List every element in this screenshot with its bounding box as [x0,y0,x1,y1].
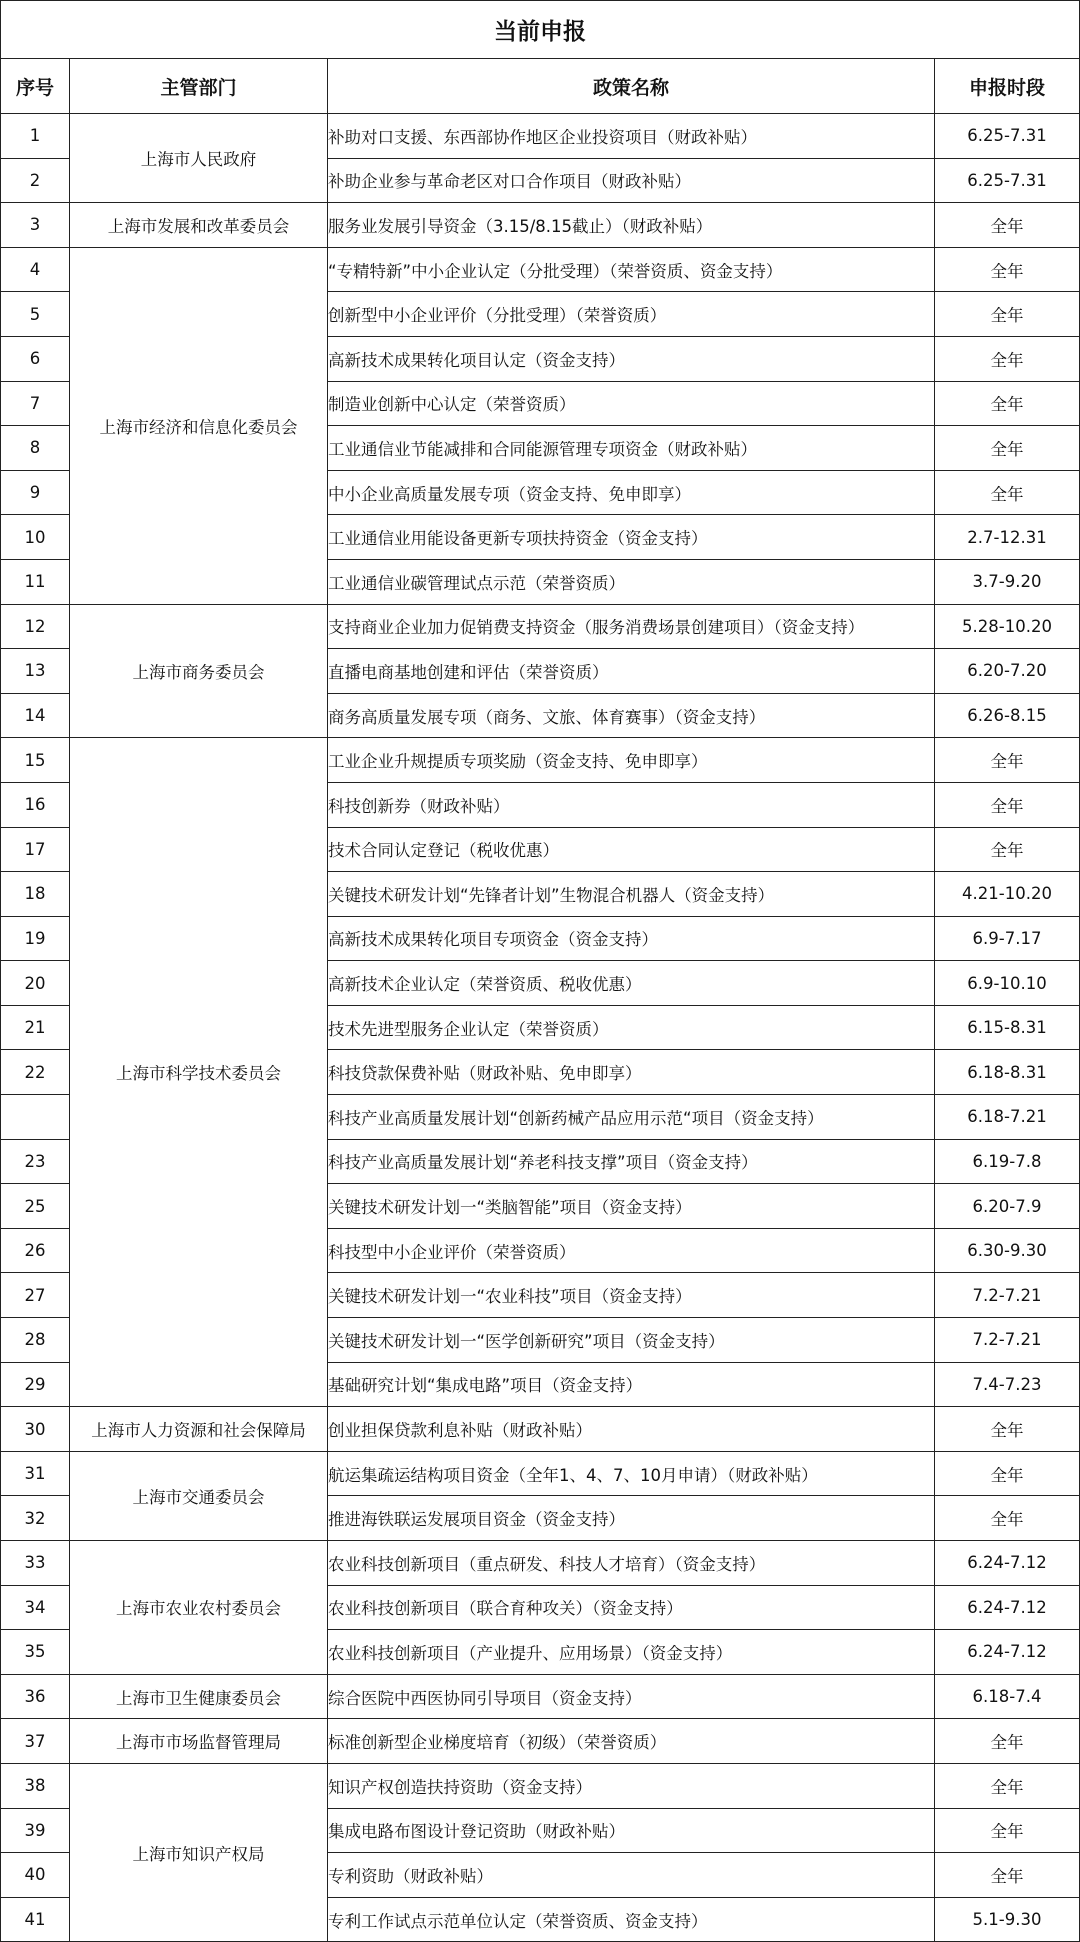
policy-name: 关键技术研发计划一“类脑智能”项目（资金支持） [328,1184,935,1229]
policy-name: 创新型中小企业评价（分批受理）（荣誉资质） [328,292,935,337]
row-number: 29 [1,1362,70,1407]
policy-name: 高新技术成果转化项目认定（资金支持） [328,336,935,381]
application-period: 全年 [935,1853,1080,1898]
policy-name: 科技创新券（财政补贴） [328,782,935,827]
application-period: 6.30-9.30 [935,1228,1080,1273]
application-period: 6.25-7.31 [935,158,1080,203]
table-row [1,1541,1080,1586]
application-period: 全年 [935,203,1080,248]
row-number: 40 [1,1853,70,1898]
department-name: 上海市经济和信息化委员会 [70,247,328,604]
policy-name: 农业科技创新项目（联合育种攻关）（资金支持） [328,1585,935,1630]
application-period: 6.26-8.15 [935,693,1080,738]
policy-name: 工业企业升规提质专项奖励（资金支持、免申即享） [328,738,935,783]
policy-name: “专精特新”中小企业认定（分批受理）（荣誉资质、资金支持） [328,247,935,292]
application-period: 全年 [935,1808,1080,1853]
row-number: 31 [1,1451,70,1496]
application-period: 3.7-9.20 [935,559,1080,604]
department-name: 上海市科学技术委员会 [70,738,328,1407]
row-number: 13 [1,649,70,694]
application-period: 6.19-7.8 [935,1139,1080,1184]
application-period: 全年 [935,827,1080,872]
application-period: 6.24-7.12 [935,1541,1080,1586]
row-number: 21 [1,1005,70,1050]
policy-name: 补助对口支援、东西部协作地区企业投资项目（财政补贴） [328,114,935,159]
department-name: 上海市发展和改革委员会 [70,203,328,248]
policy-name: 高新技术企业认定（荣誉资质、税收优惠） [328,961,935,1006]
application-period: 5.28-10.20 [935,604,1080,649]
table-row [1,1719,1080,1764]
row-number: 35 [1,1630,70,1675]
policy-name: 专利工作试点示范单位认定（荣誉资质、资金支持） [328,1897,935,1942]
department-name: 上海市人民政府 [70,114,328,203]
policy-name: 创业担保贷款利息补贴（财政补贴） [328,1407,935,1452]
table-row [1,247,1080,292]
header-no: 序号 [1,59,70,114]
policy-name: 工业通信业节能减排和合同能源管理专项资金（财政补贴） [328,426,935,471]
table-row [1,1451,1080,1496]
application-period: 7.2-7.21 [935,1273,1080,1318]
policy-name: 关键技术研发计划一“医学创新研究”项目（资金支持） [328,1318,935,1363]
policy-name: 关键技术研发计划一“农业科技”项目（资金支持） [328,1273,935,1318]
policy-name: 科技产业高质量发展计划“养老科技支撑”项目（资金支持） [328,1139,935,1184]
row-number: 4 [1,247,70,292]
table-body [1,114,1080,1942]
policy-name: 推进海铁联运发展项目资金（资金支持） [328,1496,935,1541]
policy-name: 标准创新型企业梯度培育（初级）（荣誉资质） [328,1719,935,1764]
policy-name: 工业通信业碳管理试点示范（荣誉资质） [328,559,935,604]
row-number: 7 [1,381,70,426]
row-number: 1 [1,114,70,159]
table-row [1,1407,1080,1452]
policy-name: 科技产业高质量发展计划“创新药械产品应用示范“项目（资金支持） [328,1095,935,1140]
policy-name: 制造业创新中心认定（荣誉资质） [328,381,935,426]
department-name: 上海市农业农村委员会 [70,1541,328,1675]
application-period: 全年 [935,1407,1080,1452]
application-period: 全年 [935,381,1080,426]
department-name: 上海市卫生健康委员会 [70,1674,328,1719]
policy-name: 支持商业企业加力促销费支持资金（服务消费场景创建项目）（资金支持） [328,604,935,649]
policy-name: 高新技术成果转化项目专项资金（资金支持） [328,916,935,961]
application-period: 6.20-7.20 [935,649,1080,694]
application-period: 4.21-10.20 [935,872,1080,917]
policy-name: 基础研究计划“集成电路”项目（资金支持） [328,1362,935,1407]
row-number: 34 [1,1585,70,1630]
application-period: 6.24-7.12 [935,1630,1080,1675]
policy-name: 服务业发展引导资金（3.15/8.15截止）（财政补贴） [328,203,935,248]
application-period: 6.9-7.17 [935,916,1080,961]
row-number: 20 [1,961,70,1006]
row-number: 16 [1,782,70,827]
application-period: 全年 [935,1719,1080,1764]
table-row [1,203,1080,248]
row-number: 8 [1,426,70,471]
department-name: 上海市人力资源和社会保障局 [70,1407,328,1452]
table-row [1,1763,1080,1808]
row-number: 41 [1,1897,70,1942]
policy-name: 农业科技创新项目（重点研发、科技人才培育）（资金支持） [328,1541,935,1586]
header-dept: 主管部门 [70,59,328,114]
row-number: 10 [1,515,70,560]
policy-name: 中小企业高质量发展专项（资金支持、免申即享） [328,470,935,515]
application-period: 6.9-10.10 [935,961,1080,1006]
header-period: 申报时段 [935,59,1080,114]
application-period: 7.4-7.23 [935,1362,1080,1407]
application-period: 全年 [935,782,1080,827]
application-period: 全年 [935,292,1080,337]
table-row [1,738,1080,783]
row-number: 19 [1,916,70,961]
row-number: 33 [1,1541,70,1586]
policy-name: 专利资助（财政补贴） [328,1853,935,1898]
department-name: 上海市市场监督管理局 [70,1719,328,1764]
row-number: 14 [1,693,70,738]
policy-name: 科技型中小企业评价（荣誉资质） [328,1228,935,1273]
application-period: 全年 [935,1496,1080,1541]
application-period: 6.18-8.31 [935,1050,1080,1095]
application-period: 全年 [935,1451,1080,1496]
row-number: 32 [1,1496,70,1541]
application-period: 全年 [935,738,1080,783]
row-number: 17 [1,827,70,872]
application-period: 6.18-7.4 [935,1674,1080,1719]
header-policy: 政策名称 [328,59,935,114]
application-period: 全年 [935,426,1080,471]
row-number: 6 [1,336,70,381]
table-row [1,114,1080,159]
policy-name: 综合医院中西医协同引导项目（资金支持） [328,1674,935,1719]
row-number: 9 [1,470,70,515]
row-number: 3 [1,203,70,248]
application-period: 全年 [935,247,1080,292]
row-number: 15 [1,738,70,783]
row-number: 27 [1,1273,70,1318]
row-number [1,1095,70,1140]
policy-name: 关键技术研发计划“先锋者计划”生物混合机器人（资金支持） [328,872,935,917]
policy-name: 技术先进型服务企业认定（荣誉资质） [328,1005,935,1050]
policy-name: 直播电商基地创建和评估（荣誉资质） [328,649,935,694]
row-number: 36 [1,1674,70,1719]
row-number: 12 [1,604,70,649]
row-number: 37 [1,1719,70,1764]
application-period: 6.18-7.21 [935,1095,1080,1140]
application-period: 全年 [935,336,1080,381]
row-number: 2 [1,158,70,203]
row-number: 26 [1,1228,70,1273]
row-number: 28 [1,1318,70,1363]
row-number: 18 [1,872,70,917]
application-period: 6.20-7.9 [935,1184,1080,1229]
table-row [1,1674,1080,1719]
policy-name: 补助企业参与革命老区对口合作项目（财政补贴） [328,158,935,203]
row-number: 30 [1,1407,70,1452]
row-number: 11 [1,559,70,604]
application-period: 5.1-9.30 [935,1897,1080,1942]
application-period: 7.2-7.21 [935,1318,1080,1363]
department-name: 上海市知识产权局 [70,1763,328,1941]
application-period: 6.15-8.31 [935,1005,1080,1050]
row-number: 38 [1,1763,70,1808]
table-title: 当前申报 [1,1,1080,59]
policy-name: 知识产权创造扶持资助（资金支持） [328,1763,935,1808]
department-name: 上海市商务委员会 [70,604,328,738]
department-name: 上海市交通委员会 [70,1451,328,1540]
row-number: 5 [1,292,70,337]
application-period: 6.24-7.12 [935,1585,1080,1630]
policy-name: 航运集疏运结构项目资金（全年1、4、7、10月申请）（财政补贴） [328,1451,935,1496]
row-number: 39 [1,1808,70,1853]
row-number: 23 [1,1139,70,1184]
row-number: 25 [1,1184,70,1229]
policy-name: 商务高质量发展专项（商务、文旅、体育赛事）（资金支持） [328,693,935,738]
policy-name: 工业通信业用能设备更新专项扶持资金（资金支持） [328,515,935,560]
policy-name: 农业科技创新项目（产业提升、应用场景）（资金支持） [328,1630,935,1675]
policy-name: 集成电路布图设计登记资助（财政补贴） [328,1808,935,1853]
policy-name: 技术合同认定登记（税收优惠） [328,827,935,872]
application-period: 全年 [935,470,1080,515]
application-period: 全年 [935,1763,1080,1808]
application-period: 6.25-7.31 [935,114,1080,159]
application-period: 2.7-12.31 [935,515,1080,560]
table-row [1,604,1080,649]
policy-name: 科技贷款保费补贴（财政补贴、免申即享） [328,1050,935,1095]
row-number: 22 [1,1050,70,1095]
